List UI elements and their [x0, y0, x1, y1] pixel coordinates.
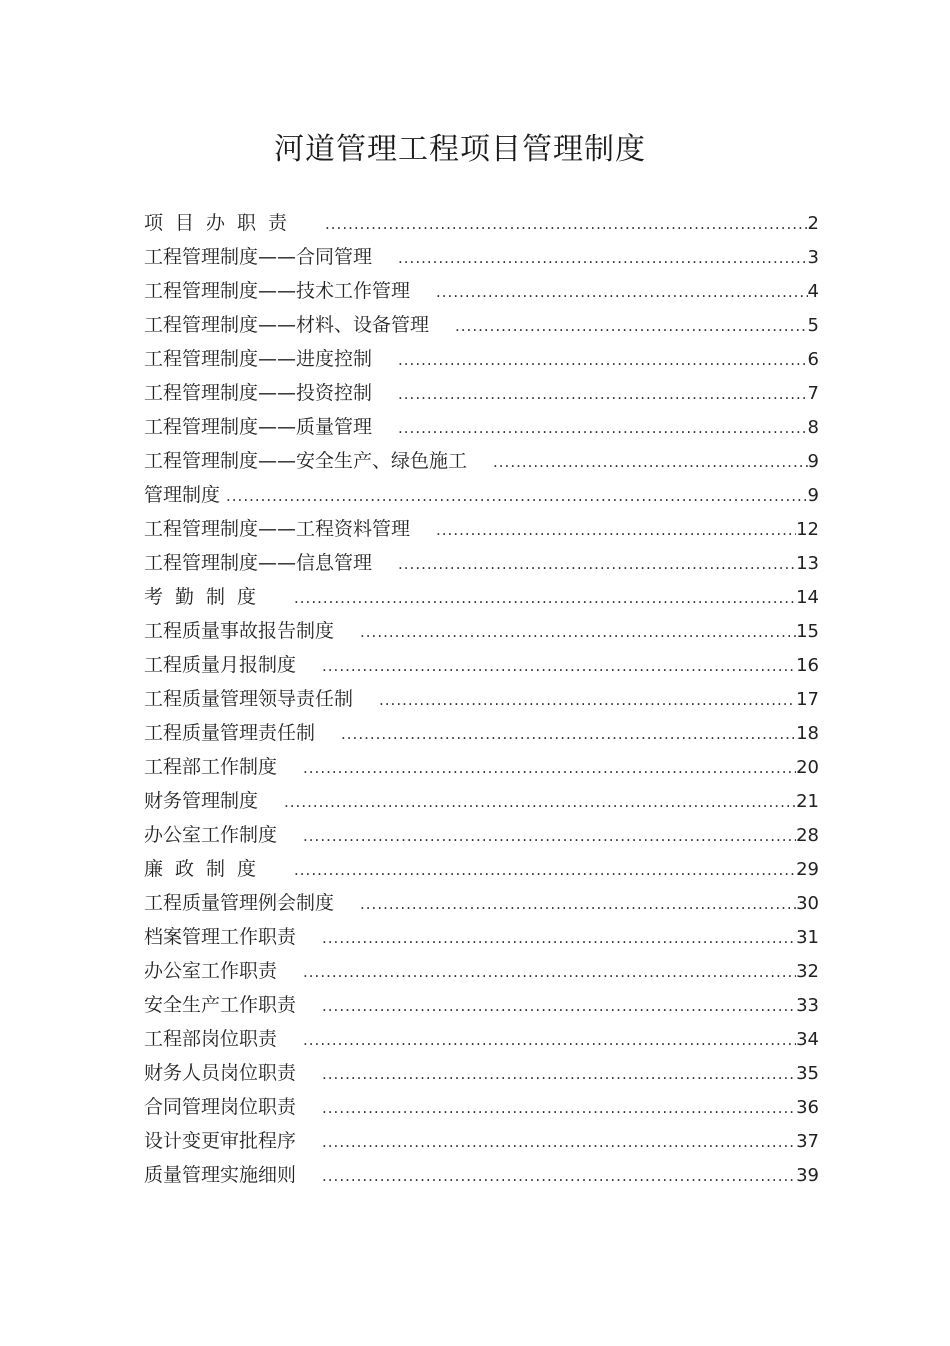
toc-dot-leader: [436, 513, 796, 547]
toc-dot-leader: [341, 717, 796, 751]
toc-entry[interactable]: [144, 750, 819, 784]
toc-dot-leader: [303, 751, 796, 785]
toc-page-number: 12: [796, 519, 819, 540]
toc-dot-leader: [360, 887, 796, 921]
toc-entry-label: 工程管理制度——安全生产、绿色施工: [144, 450, 468, 472]
toc-entry-label: 工程质量管理例会制度: [144, 892, 335, 914]
toc-entry[interactable]: [144, 580, 819, 614]
toc-page-number: 9: [807, 451, 819, 472]
toc-entry[interactable]: [144, 444, 819, 478]
toc-entry[interactable]: [144, 818, 819, 852]
toc-entry-label: 工程管理制度——信息管理: [144, 552, 373, 574]
toc-dot-leader: [322, 1057, 796, 1091]
toc-entry[interactable]: [144, 376, 819, 410]
toc-page-number: 35: [796, 1063, 819, 1084]
toc-page-number: 5: [807, 315, 819, 336]
toc-dot-leader: [294, 581, 796, 615]
toc-page-number: 17: [796, 689, 819, 710]
toc-dot-leader: [303, 819, 796, 853]
toc-entry[interactable]: [144, 1158, 819, 1192]
toc-entry[interactable]: [144, 342, 819, 376]
toc-page-number: 20: [796, 757, 819, 778]
toc-page-number: 6: [807, 349, 819, 370]
toc-entry[interactable]: [144, 954, 819, 988]
toc-page-number: 15: [796, 621, 819, 642]
toc-dot-leader: [322, 1091, 796, 1125]
toc-entry-label: 工程管理制度——工程资料管理: [144, 518, 411, 540]
toc-entry-label: 考勤制度: [144, 586, 269, 608]
toc-dot-leader: [322, 921, 796, 955]
toc-page-number: 18: [796, 723, 819, 744]
toc-page-number: 2: [807, 213, 819, 234]
toc-entry[interactable]: [144, 716, 819, 750]
toc-page-number: 31: [796, 927, 819, 948]
toc-entry[interactable]: [144, 682, 819, 716]
toc-page-number: 7: [807, 383, 819, 404]
toc-page-number: 34: [796, 1029, 819, 1050]
toc-entry[interactable]: [144, 648, 819, 682]
toc-entry[interactable]: [144, 308, 819, 342]
toc-dot-leader: [398, 241, 808, 275]
document-title: 河道管理工程项目管理制度: [274, 132, 646, 167]
toc-dot-leader: [303, 1023, 796, 1057]
toc-dot-leader: [360, 615, 796, 649]
toc-entry[interactable]: [144, 274, 819, 308]
toc-page-number: 4: [807, 281, 819, 302]
toc-dot-leader: [322, 649, 796, 683]
toc-entry-label: 工程管理制度——进度控制: [144, 348, 373, 370]
toc-entry[interactable]: [144, 410, 819, 444]
toc-entry-label: 廉政制度: [144, 858, 269, 880]
toc-entry[interactable]: [144, 478, 819, 512]
toc-entry[interactable]: [144, 1124, 819, 1158]
toc-entry[interactable]: [144, 852, 819, 886]
toc-page-number: 9: [807, 485, 819, 506]
toc-entry-label: 工程质量管理责任制: [144, 722, 316, 744]
toc-entry-label: 财务管理制度: [144, 790, 259, 812]
toc-dot-leader: [398, 411, 808, 445]
toc-entry[interactable]: [144, 886, 819, 920]
toc-entry-label: 质量管理实施细则: [144, 1164, 297, 1186]
toc-entry[interactable]: [144, 920, 819, 954]
toc-page-number: 30: [796, 893, 819, 914]
toc-dot-leader: [322, 989, 796, 1023]
toc-dot-leader: [379, 683, 796, 717]
toc-page-number: 21: [796, 791, 819, 812]
toc-dot-leader: [398, 377, 808, 411]
toc-entry-label: 财务人员岗位职责: [144, 1062, 297, 1084]
toc-entry-label: 设计变更审批程序: [144, 1130, 297, 1152]
toc-entry[interactable]: [144, 546, 819, 580]
toc-entry-label: 工程管理制度——合同管理: [144, 246, 373, 268]
toc-entry[interactable]: [144, 614, 819, 648]
toc-dot-leader: [398, 547, 796, 581]
toc-entry[interactable]: [144, 206, 819, 240]
toc-entry-label: 办公室工作职责: [144, 960, 278, 982]
toc-dot-leader: [303, 955, 796, 989]
toc-entry-label: 工程管理制度——材料、设备管理: [144, 314, 430, 336]
toc-page-number: 28: [796, 825, 819, 846]
toc-dot-leader: [284, 785, 796, 819]
toc-entry-label: 工程管理制度——质量管理: [144, 416, 373, 438]
toc-page-number: 32: [796, 961, 819, 982]
toc-page-number: 3: [807, 247, 819, 268]
toc-dot-leader: [493, 445, 808, 479]
toc-entry-label: 工程质量管理领导责任制: [144, 688, 354, 710]
toc-page-number: 13: [796, 553, 819, 574]
toc-page-number: 37: [796, 1131, 819, 1152]
toc-entry[interactable]: [144, 988, 819, 1022]
toc-entry-label: 项目办职责: [144, 212, 300, 234]
toc-entry-label: 档案管理工作职责: [144, 926, 297, 948]
toc-page-number: 33: [796, 995, 819, 1016]
toc-entry-label: 管理制度: [144, 484, 221, 506]
toc-entry-label: 合同管理岗位职责: [144, 1096, 297, 1118]
toc-entry-label: 工程质量事故报告制度: [144, 620, 335, 642]
toc-entry-label: 工程管理制度——投资控制: [144, 382, 373, 404]
toc-entry[interactable]: [144, 1022, 819, 1056]
toc-entry[interactable]: [144, 1090, 819, 1124]
toc-dot-leader: [322, 1125, 796, 1159]
toc-page-number: 16: [796, 655, 819, 676]
toc-dot-leader: [436, 275, 808, 309]
toc-entry-label: 工程部岗位职责: [144, 1028, 278, 1050]
toc-page-number: 8: [807, 417, 819, 438]
toc-entry-label: 工程部工作制度: [144, 756, 278, 778]
toc-page-number: 36: [796, 1097, 819, 1118]
toc-page-number: 14: [796, 587, 819, 608]
toc-page-number: 39: [796, 1165, 819, 1186]
toc-entry-label: 安全生产工作职责: [144, 994, 297, 1016]
toc-entry-label: 工程质量月报制度: [144, 654, 297, 676]
toc-entry[interactable]: [144, 512, 819, 546]
toc-entry-label: 工程管理制度——技术工作管理: [144, 280, 411, 302]
toc-dot-leader: [294, 853, 796, 887]
toc-dot-leader: [226, 479, 808, 513]
toc-dot-leader: [455, 309, 808, 343]
toc-dot-leader: [398, 343, 808, 377]
toc-entry-label: 办公室工作制度: [144, 824, 278, 846]
toc-dot-leader: [325, 207, 808, 241]
toc-entry[interactable]: [144, 240, 819, 274]
toc-entry[interactable]: [144, 784, 819, 818]
toc-page-number: 29: [796, 859, 819, 880]
toc-entry[interactable]: [144, 1056, 819, 1090]
table-of-contents: [144, 206, 819, 1192]
toc-dot-leader: [322, 1159, 796, 1193]
